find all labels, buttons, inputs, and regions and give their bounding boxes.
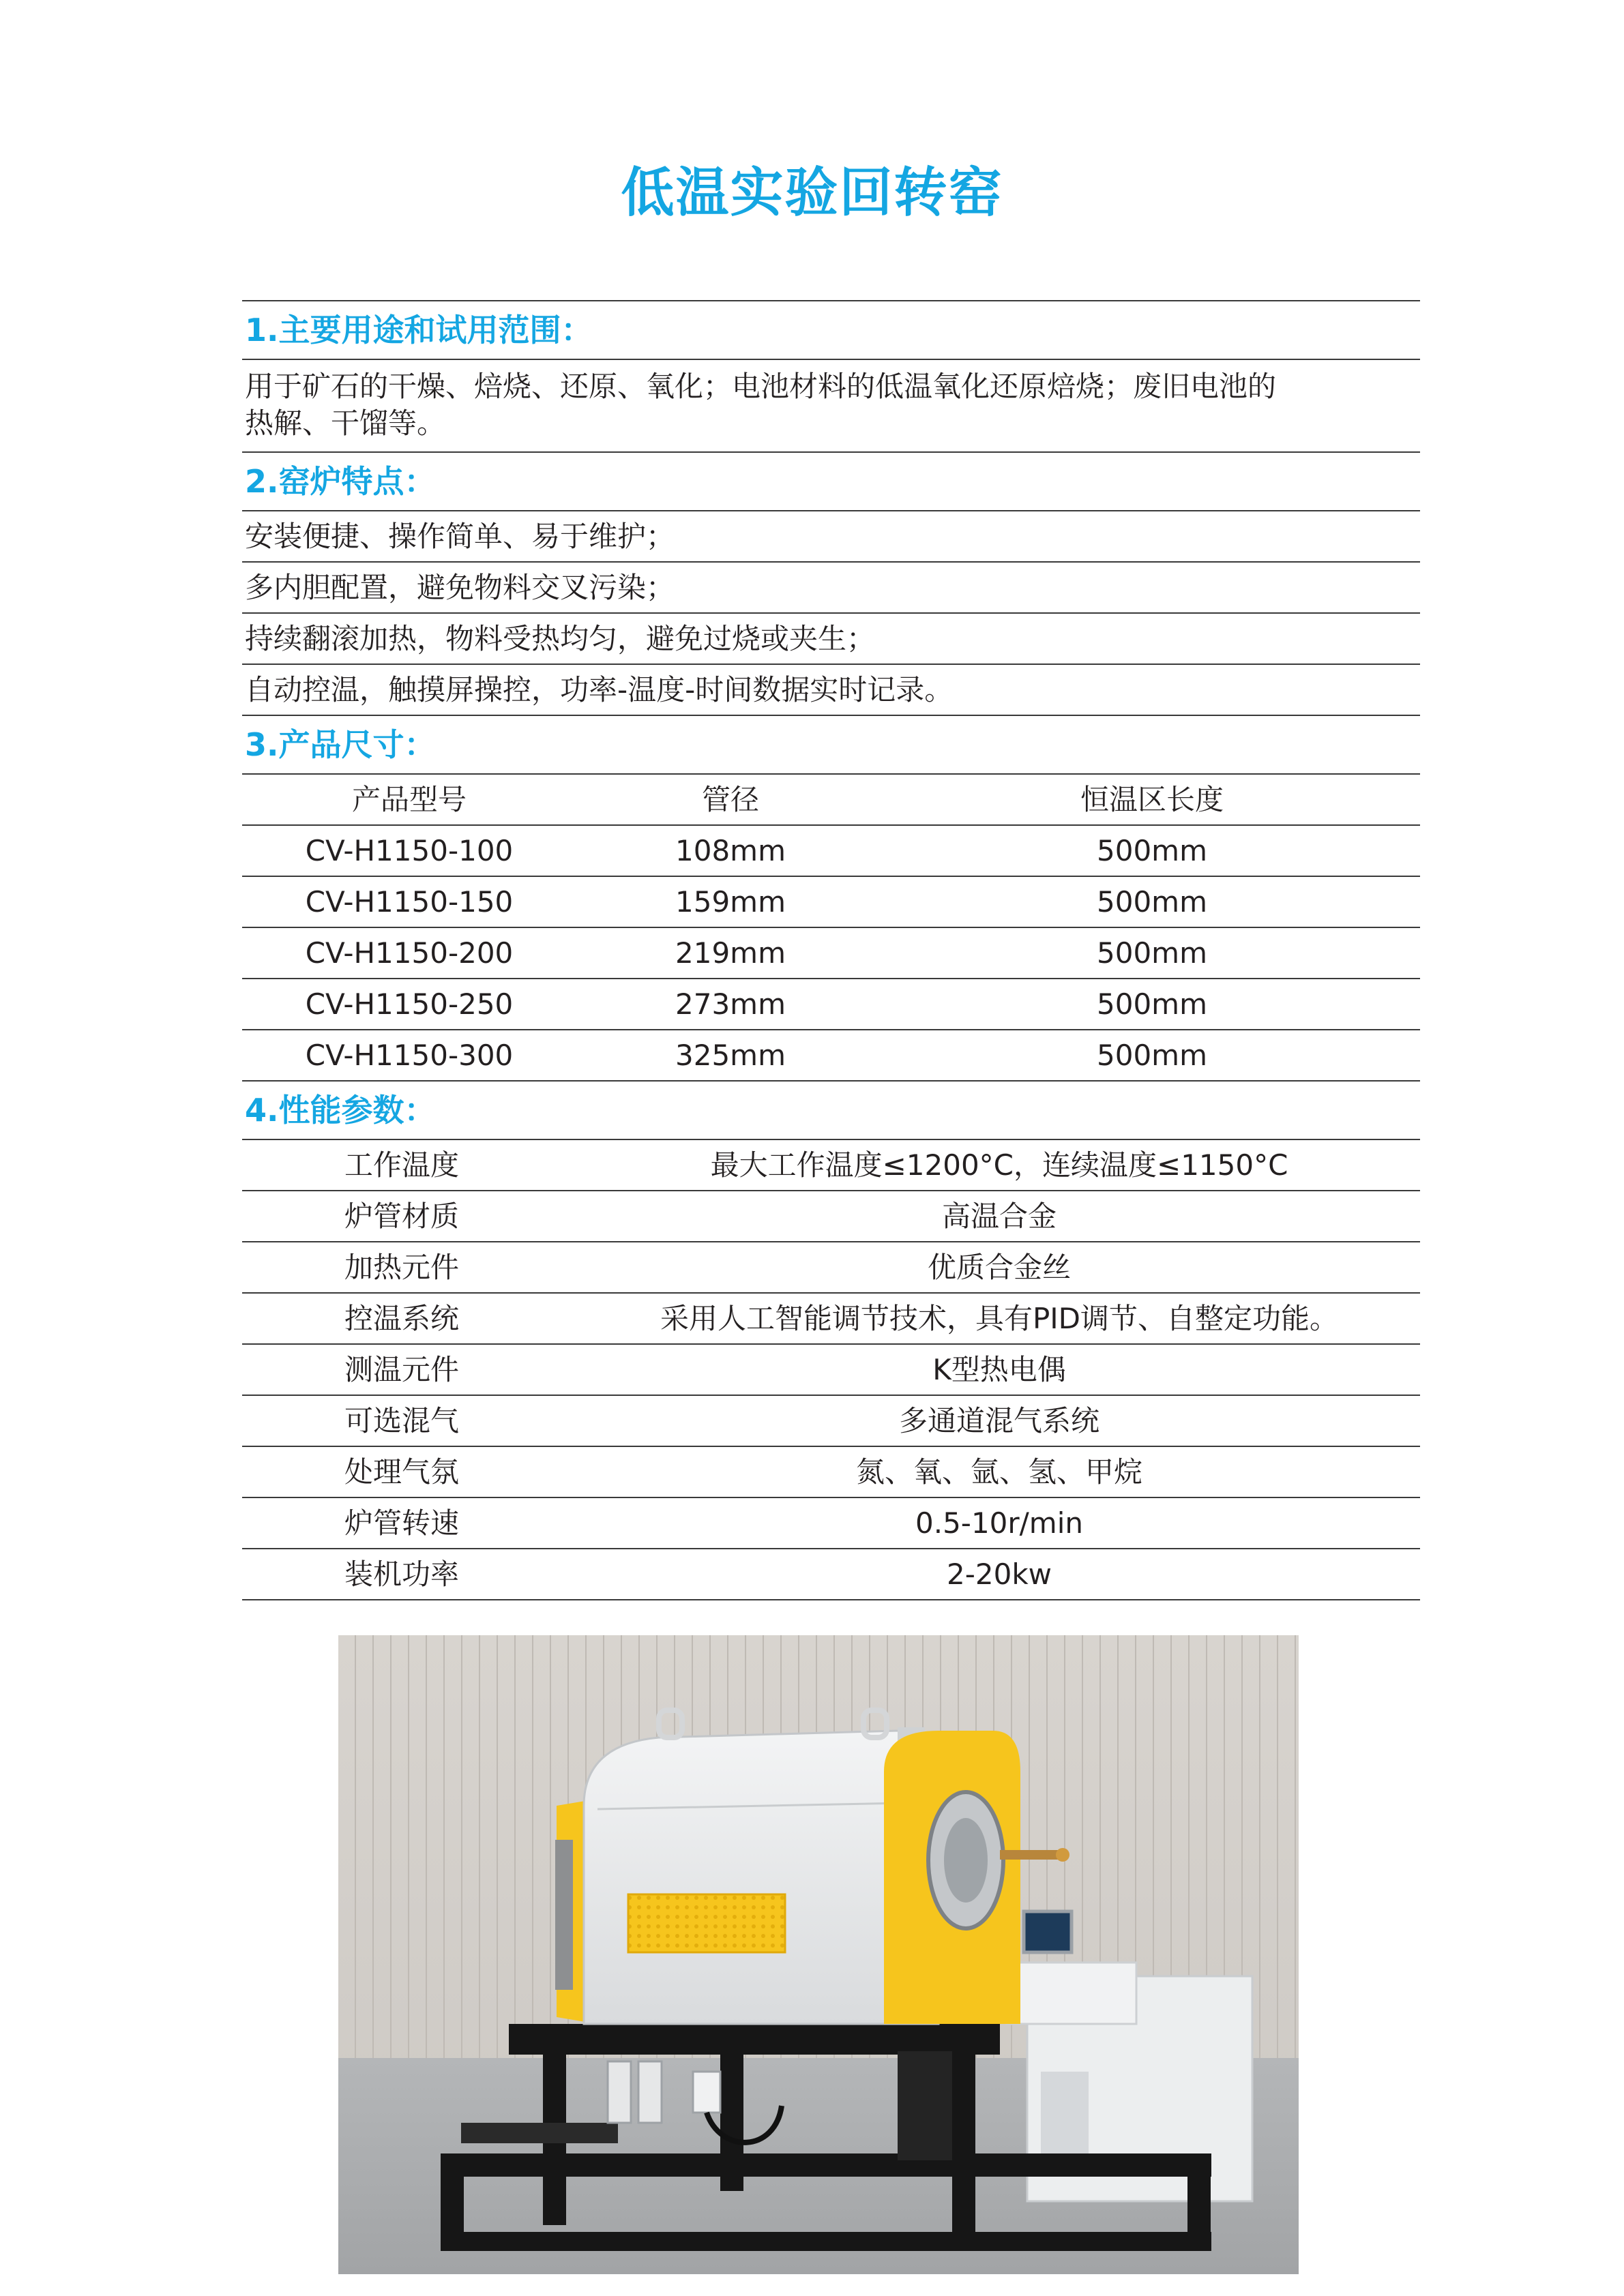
section-heading-dimensions: 3.产品尺寸： (245, 726, 436, 763)
control-console (1007, 1963, 1136, 2024)
valve-unit (693, 2072, 720, 2113)
base-frame-top (509, 2024, 1000, 2055)
side-step (461, 2123, 618, 2143)
usage-paragraph (242, 360, 1420, 451)
table-row (242, 1242, 1420, 1292)
feature-item: 自动控温，触摸屏操控，功率-温度-时间数据实时记录。 (245, 673, 954, 706)
hot-zone-cell: 500mm (1097, 834, 1207, 867)
param-name: 测温元件 (344, 1353, 460, 1386)
hot-zone-cell: 500mm (1097, 987, 1207, 1021)
param-name: 工作温度 (344, 1148, 460, 1182)
model-cell: CV-H1150-150 (305, 885, 514, 919)
table-row (242, 826, 1420, 876)
param-value: 氮、氧、氩、氢、甲烷 (855, 1455, 1143, 1489)
param-name: 处理气氛 (344, 1455, 460, 1489)
header-model: 产品型号 (351, 783, 467, 816)
dimensions-header-row (242, 775, 1420, 824)
table-row (242, 1396, 1420, 1446)
table-row (242, 1549, 1420, 1599)
frame-leg (952, 2055, 975, 2232)
diameter-cell: 108mm (675, 834, 786, 867)
product-photo (338, 1635, 1299, 2274)
table-row (242, 979, 1420, 1029)
table-row (242, 1345, 1420, 1395)
feature-item: 安装便捷、操作简单、易于维护； (245, 520, 675, 553)
filter-unit (608, 2061, 631, 2123)
feature-item: 多内胆配置，避免物料交叉污染； (245, 571, 675, 604)
table-row (242, 928, 1420, 978)
touch-screen (1024, 1911, 1072, 1952)
hot-zone-cell: 500mm (1097, 1039, 1207, 1072)
frame-bottom-rail (441, 2232, 1211, 2251)
table-row (242, 1294, 1420, 1343)
usage-text-line: 用于矿石的干燥、焙烧、还原、氧化；电池材料的低温氧化还原焙烧；废旧电池的 (245, 370, 1277, 403)
hot-zone-cell: 500mm (1097, 885, 1207, 919)
gas-inlet-pipe (1000, 1850, 1061, 1860)
drive-motor (898, 2051, 952, 2160)
param-name: 炉管材质 (344, 1199, 460, 1233)
divider (242, 1599, 1420, 1600)
param-name: 炉管转速 (344, 1506, 460, 1540)
rotary-kiln-illustration (338, 1635, 1299, 2274)
table-row (242, 1447, 1420, 1497)
section-heading-performance: 4.性能参数： (245, 1092, 436, 1129)
inlet-fitting (1056, 1848, 1069, 1862)
param-value: 采用人工智能调节技术，具有PID调节、自整定功能。 (660, 1302, 1339, 1335)
param-value: 高温合金 (941, 1199, 1057, 1233)
param-name: 加热元件 (344, 1251, 460, 1284)
table-row (242, 1140, 1420, 1190)
filter-unit (638, 2061, 662, 2123)
model-cell: CV-H1150-200 (305, 936, 514, 970)
table-row (242, 1191, 1420, 1241)
param-value: 0.5-10r/min (915, 1506, 1084, 1540)
param-name: 装机功率 (344, 1557, 460, 1591)
table-row (242, 1030, 1420, 1080)
page-title: 低温实验回转窑 (621, 162, 1003, 224)
frame-rail (441, 2153, 1211, 2177)
table-row (242, 1498, 1420, 1548)
spec-document (242, 300, 1420, 1600)
table-row (242, 877, 1420, 927)
model-cell: CV-H1150-250 (305, 987, 514, 1021)
header-hot-zone: 恒温区长度 (1080, 783, 1224, 816)
param-name: 控温系统 (344, 1302, 460, 1335)
diameter-cell: 325mm (675, 1039, 786, 1072)
diameter-cell: 273mm (675, 987, 786, 1021)
param-value: K型热电偶 (932, 1353, 1066, 1386)
diameter-cell: 159mm (675, 885, 786, 919)
param-value: 最大工作温度≤1200°C，连续温度≤1150°C (710, 1148, 1288, 1182)
model-cell: CV-H1150-100 (305, 834, 514, 867)
param-name: 可选混气 (344, 1404, 460, 1437)
param-value: 多通道混气系统 (898, 1404, 1100, 1437)
hot-zone-cell: 500mm (1097, 936, 1207, 970)
flange-center (944, 1818, 988, 1903)
param-value: 2-20kw (947, 1557, 1052, 1591)
feature-item: 持续翻滚加热，物料受热均匀，避免过烧或夹生； (245, 622, 876, 655)
section-heading-features: 2.窑炉特点： (245, 463, 436, 500)
header-diameter: 管径 (701, 783, 760, 816)
usage-text-line: 热解、干馏等。 (245, 406, 446, 440)
param-value: 优质合金丝 (927, 1251, 1072, 1284)
model-cell: CV-H1150-300 (305, 1039, 514, 1072)
vent-grille (628, 1894, 785, 1952)
left-end-flange (555, 1840, 573, 1990)
diameter-cell: 219mm (675, 936, 786, 970)
section-heading-usage: 1.主要用途和试用范围： (245, 312, 593, 348)
